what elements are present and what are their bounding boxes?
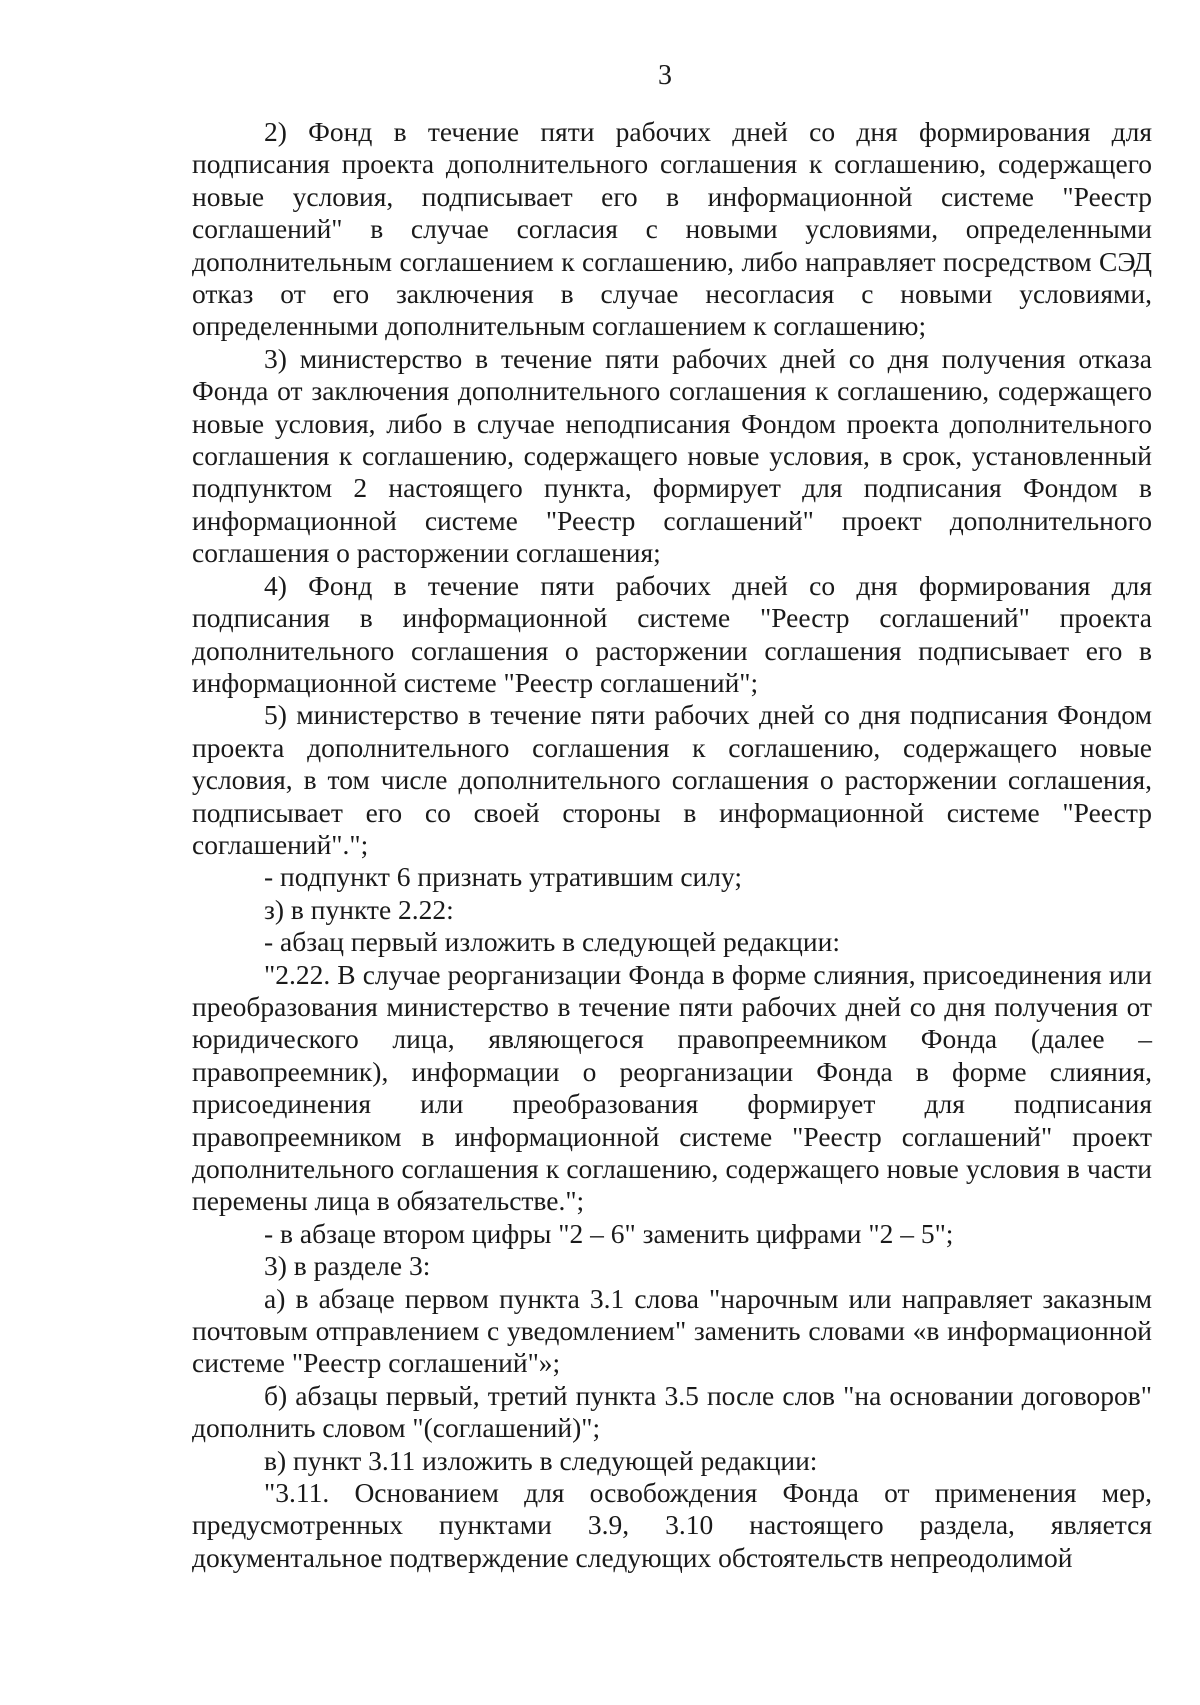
paragraph-first-abzac-instruction: - абзац первый изложить в следующей редакции:	[264, 926, 840, 958]
paragraph-2-22-text: "2.22. В случае реорганизации Фонда в форме слияния, присоединения или преобразования министерство в течение пяти рабочих дней со дня получения от юридического лица, являющегося правопреемником Фонда (далее – правопреемник), информации о реорганизации Фонда в форме слияния, присоединения или преобразования формирует для подписания правопреемником в информационной системе "Реестр соглашений" проект дополнительного соглашения к соглашению, содержащего новые условия в части перемены лица в обязательстве.";	[192, 958, 1152, 1217]
paragraph-3-11-instruction: в) пункт 3.11 изложить в следующей редакции:	[264, 1444, 818, 1476]
paragraph-subitem-2: 2) Фонд в течение пяти рабочих дней со дня формирования для подписания проекта дополнительного соглашения к соглашению, содержащего новые условия, подписывает его в информационной системе "Реестр соглашений" в случае согласия с новыми условиями, определенными дополнительным соглашением к соглашению, либо направляет посредством СЭД отказ от его заключения в случае несогласия с новыми условиями, определенными дополнительным соглашением к соглашению;	[192, 116, 1152, 342]
paragraph-second-abzac-digits: - в абзаце втором цифры "2 – 6" заменить цифрами "2 – 5";	[264, 1217, 954, 1249]
paragraph-3-1-change: а) в абзаце первом пункта 3.1 слова "нарочным или направляет заказным почтовым отправлением с уведомлением" заменить словами «в информационной системе "Реестр соглашений"»;	[192, 1282, 1152, 1379]
page-number: 3	[658, 60, 672, 91]
paragraph-3-5-change: б) абзацы первый, третий пункта 3.5 после слов "на основании договоров" дополнить словом "(соглашений)";	[192, 1379, 1152, 1444]
paragraph-3-11-text: "3.11. Основанием для освобождения Фонда от применения мер, предусмотренных пунктами 3.9, 3.10 настоящего раздела, является документальное подтверждение следующих обстоятельств непреодолимой	[192, 1477, 1152, 1573]
paragraph-subitem-6-void: - подпункт 6 признать утратившим силу;	[264, 861, 743, 893]
paragraph-section-3: 3) в разделе 3:	[264, 1250, 431, 1282]
paragraph-subitem-4: 4) Фонд в течение пяти рабочих дней со дня формирования для подписания в информационной системе "Реестр соглашений" проекта дополнительного соглашения о расторжении соглашения подписывает его в информационной системе "Реестр соглашений";	[192, 569, 1152, 698]
paragraph-subitem-3: 3) министерство в течение пяти рабочих дней со дня получения отказа Фонда от заключения дополнительного соглашения к соглашению, содержащего новые условия, либо в случае неподписания Фондом проекта дополнительного соглашения к соглашению, содержащего новые условия, в срок, установленный подпунктом 2 настоящего пункта, формирует для подписания Фондом в информационной системе "Реестр соглашений" проект дополнительного соглашения о расторжении соглашения;	[192, 342, 1152, 569]
paragraph-subitem-5: 5) министерство в течение пяти рабочих дней со дня подписания Фондом проекта дополнительного соглашения к соглашению, содержащего новые условия, в том числе дополнительного соглашения о расторжении соглашения, подписывает его со своей стороны в информационной системе "Реестр соглашений".";	[192, 699, 1152, 860]
paragraph-point-2-22: з) в пункте 2.22:	[264, 893, 454, 925]
document-body	[192, 116, 1152, 1574]
